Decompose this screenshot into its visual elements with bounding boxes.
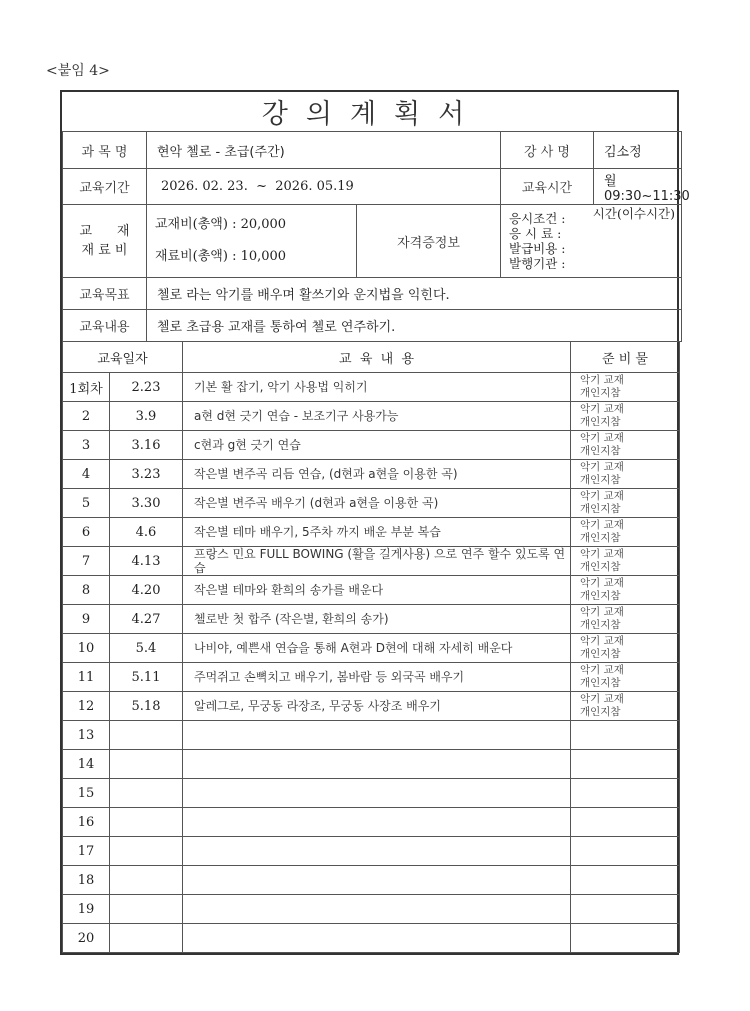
session-prep (571, 605, 680, 634)
prep-line1: 악기 교재 (580, 635, 624, 647)
session-content: 프랑스 민요 FULL BOWING (활을 길게사용) 으로 연주 할수 있도록 연습 (183, 547, 571, 576)
session-prep (571, 895, 680, 924)
session-prep (571, 460, 680, 489)
cert-label: 자격증정보 (357, 205, 501, 278)
prep-line2: 개인지참 (580, 532, 621, 544)
session-date: 3.16 (110, 431, 183, 460)
session-number: 15 (63, 779, 110, 808)
session-prep (571, 866, 680, 895)
prep-line2: 개인지참 (580, 445, 621, 457)
session-content: 기본 활 잡기, 악기 사용법 익히기 (183, 373, 571, 402)
session-number: 20 (63, 924, 110, 953)
instructor-value: 김소정 (594, 132, 682, 169)
session-date (110, 895, 183, 924)
schedule-row (63, 402, 680, 431)
session-prep (571, 779, 680, 808)
session-content: a현 d현 긋기 연습 - 보조기구 사용가능 (183, 402, 571, 431)
prep-line2: 개인지참 (580, 590, 621, 602)
schedule-row (63, 866, 680, 895)
session-number: 5 (63, 489, 110, 518)
materials-label (63, 205, 147, 278)
fees-cell (147, 205, 357, 278)
session-date: 4.27 (110, 605, 183, 634)
prep-line1: 악기 교재 (580, 664, 624, 676)
session-prep (571, 721, 680, 750)
session-prep (571, 808, 680, 837)
prep-line2: 개인지참 (580, 503, 621, 515)
prep-line1: 악기 교재 (580, 577, 624, 589)
schedule-header (63, 342, 680, 373)
page-title: 강의계획서 (63, 92, 682, 132)
prep-line1: 악기 교재 (580, 403, 624, 415)
session-prep (571, 576, 680, 605)
time-value: 월 09:30~11:30 (594, 169, 682, 205)
session-prep (571, 518, 680, 547)
session-date: 5.11 (110, 663, 183, 692)
session-prep (571, 373, 680, 402)
prep-line2: 개인지참 (580, 677, 621, 689)
goal-value: 첼로 라는 악기를 배우며 활쓰기와 운지법을 익힌다. (147, 278, 682, 310)
session-prep (571, 547, 680, 576)
schedule-row (63, 518, 680, 547)
prep-line2: 개인지참 (580, 619, 621, 631)
period-value: 2026. 02. 23. ~ 2026. 05.19 (147, 169, 501, 205)
period-label: 교육기간 (63, 169, 147, 205)
session-content: 나비야, 예쁜새 연습을 통해 A현과 D현에 대해 자세히 배운다 (183, 634, 571, 663)
session-prep (571, 402, 680, 431)
session-number: 14 (63, 750, 110, 779)
session-number: 2 (63, 402, 110, 431)
materials-label-line1: 교 재 (79, 224, 130, 239)
schedule-row (63, 837, 680, 866)
session-content: 알레그로, 무궁동 라장조, 무궁동 사장조 배우기 (183, 692, 571, 721)
session-prep (571, 663, 680, 692)
prep-line1: 악기 교재 (580, 606, 624, 618)
schedule-row (63, 924, 680, 953)
session-date: 4.20 (110, 576, 183, 605)
session-number: 18 (63, 866, 110, 895)
session-date: 5.4 (110, 634, 183, 663)
session-number: 9 (63, 605, 110, 634)
schedule-table (62, 341, 680, 373)
schedule-row (63, 779, 680, 808)
session-date: 5.18 (110, 692, 183, 721)
session-prep (571, 750, 680, 779)
session-date (110, 837, 183, 866)
schedule-row (63, 663, 680, 692)
prep-line2: 개인지참 (580, 706, 621, 718)
prep-line1: 악기 교재 (580, 461, 624, 473)
schedule-row (63, 547, 680, 576)
session-prep (571, 489, 680, 518)
session-date (110, 808, 183, 837)
lecture-plan-form (60, 90, 690, 955)
session-prep (571, 634, 680, 663)
session-date: 4.13 (110, 547, 183, 576)
cert-issue-cost: 발급비용 : (509, 241, 566, 256)
schedule-row (63, 605, 680, 634)
goal-label: 교육목표 (63, 278, 147, 310)
course-info-table (62, 92, 690, 342)
prep-line2: 개인지참 (580, 648, 621, 660)
session-content: 작은별 변주곡 배우기 (d현과 a현을 이용한 곡) (183, 489, 571, 518)
session-content (183, 808, 571, 837)
prep-line2: 개인지참 (580, 561, 621, 573)
session-number: 12 (63, 692, 110, 721)
schedule-row (63, 489, 680, 518)
cert-fee: 응 시 료 : (509, 226, 562, 241)
session-content: 주먹쥐고 손뼉치고 배우기, 봄바람 등 외국곡 배우기 (183, 663, 571, 692)
subject-label: 과 목 명 (63, 132, 147, 169)
session-content: 첼로반 첫 합주 (작은별, 환희의 송가) (183, 605, 571, 634)
prep-line1: 악기 교재 (580, 548, 624, 560)
schedule-row (63, 692, 680, 721)
session-content (183, 866, 571, 895)
prep-line1: 악기 교재 (580, 490, 624, 502)
schedule-body (62, 372, 680, 953)
session-content: 작은별 변주곡 리듬 연습, (d현과 a현을 이용한 곡) (183, 460, 571, 489)
session-prep (571, 431, 680, 460)
session-number: 17 (63, 837, 110, 866)
schedule-row (63, 750, 680, 779)
session-content (183, 779, 571, 808)
schedule-row (63, 576, 680, 605)
session-number: 1회차 (63, 373, 110, 402)
session-number: 4 (63, 460, 110, 489)
attachment-label: <붙임 4> (46, 63, 110, 79)
cert-condition-value: 시간(이수시간) (592, 206, 676, 221)
content-label: 교육내용 (63, 310, 147, 342)
cert-issuer: 발행기관 : (509, 256, 566, 271)
cert-info-cell (501, 205, 682, 278)
session-number: 10 (63, 634, 110, 663)
subject-value: 현악 첼로 - 초급(주간) (147, 132, 501, 169)
content-value: 첼로 초급용 교재를 통하여 첼로 연주하기. (147, 310, 682, 342)
prep-line1: 악기 교재 (580, 374, 624, 386)
session-prep (571, 692, 680, 721)
session-content (183, 924, 571, 953)
prep-line1: 악기 교재 (580, 519, 624, 531)
prep-line2: 개인지참 (580, 387, 621, 399)
prep-line1: 악기 교재 (580, 432, 624, 444)
session-content (183, 750, 571, 779)
session-date: 3.23 (110, 460, 183, 489)
prep-line2: 개인지참 (580, 474, 621, 486)
schedule-row (63, 808, 680, 837)
session-date (110, 866, 183, 895)
header-content: 교 육 내 용 (183, 342, 571, 373)
session-date: 3.30 (110, 489, 183, 518)
instructor-label: 강 사 명 (501, 132, 594, 169)
session-number: 6 (63, 518, 110, 547)
session-number: 7 (63, 547, 110, 576)
schedule-row (63, 460, 680, 489)
session-number: 13 (63, 721, 110, 750)
session-number: 11 (63, 663, 110, 692)
prep-line2: 개인지참 (580, 416, 621, 428)
schedule-row (63, 895, 680, 924)
session-content: 작은별 테마와 환희의 송가를 배운다 (183, 576, 571, 605)
session-number: 3 (63, 431, 110, 460)
session-content (183, 721, 571, 750)
session-content: c현과 g현 긋기 연습 (183, 431, 571, 460)
header-prep: 준 비 물 (571, 342, 680, 373)
schedule-row (63, 373, 680, 402)
cert-condition: 응시조건 : (509, 211, 566, 226)
schedule-row (63, 634, 680, 663)
session-content (183, 895, 571, 924)
textbook-fee: 교재비(총액) : 20,000 (155, 217, 287, 232)
session-number: 8 (63, 576, 110, 605)
material-fee: 재료비(총액) : 10,000 (155, 249, 287, 264)
session-date (110, 721, 183, 750)
session-date (110, 750, 183, 779)
time-label: 교육시간 (501, 169, 594, 205)
materials-label-line2: 재 료 비 (81, 243, 128, 258)
session-date (110, 924, 183, 953)
session-date: 3.9 (110, 402, 183, 431)
schedule-row (63, 431, 680, 460)
session-content: 작은별 테마 배우기, 5주차 까지 배운 부분 복습 (183, 518, 571, 547)
session-number: 19 (63, 895, 110, 924)
session-content (183, 837, 571, 866)
session-prep (571, 837, 680, 866)
session-date: 4.6 (110, 518, 183, 547)
prep-line1: 악기 교재 (580, 693, 624, 705)
session-prep (571, 924, 680, 953)
session-number: 16 (63, 808, 110, 837)
header-date: 교육일자 (63, 342, 183, 373)
session-date (110, 779, 183, 808)
session-date: 2.23 (110, 373, 183, 402)
schedule-row (63, 721, 680, 750)
